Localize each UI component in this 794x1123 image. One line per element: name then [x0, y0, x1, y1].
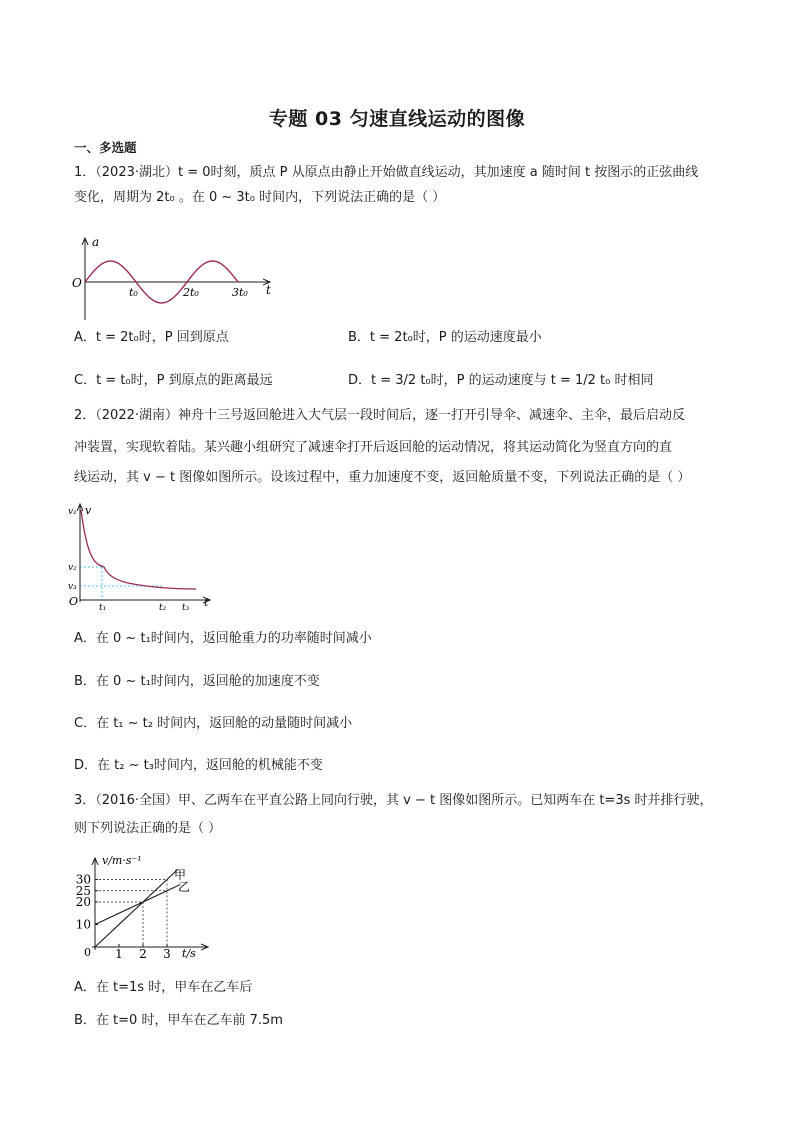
section-heading: 一、多选题: [74, 140, 137, 155]
q3-origin-label: 0: [84, 946, 91, 959]
q3-series-jia-line: [95, 869, 178, 947]
q1-option-d[interactable]: D．t = 3/2 t₀时，P 的运动速度与 t = 1/2 t₀ 时相同: [348, 373, 654, 388]
q1-axis-label-a: a: [92, 235, 100, 249]
q1-option-b[interactable]: B．t = 2t₀时，P 的运动速度最小: [348, 330, 542, 345]
q3-y-tick-label: 30: [75, 872, 91, 887]
q3-vt-figure: [70, 852, 220, 962]
q2-label-t3: t₃: [182, 603, 190, 612]
q3-stem-line2: 则下列说法正确的是（ ）: [74, 821, 222, 836]
q1-stem-line1: 1．（2023·湖北）t = 0时刻，质点 P 从原点由静止开始做直线运动，其加速度 a 随时间 t 按图示的正弦曲线: [74, 165, 699, 180]
q3-option-a[interactable]: A．在 t=1s 时，甲车在乙车后: [74, 980, 253, 995]
q3-x-tick-label: 3: [163, 947, 171, 961]
page-title: 专题 03 匀速直线运动的图像: [268, 108, 526, 130]
q2-axis-label-t: t: [204, 596, 209, 609]
q3-y-tick-label: 20: [75, 895, 91, 909]
q2-option-d[interactable]: D．在 t₂ ~ t₃时间内，返回舱的机械能不变: [74, 758, 323, 773]
q3-y-tick-label: 25: [75, 883, 91, 898]
q1-option-c[interactable]: C．t = t₀时，P 到原点的距离最远: [74, 373, 273, 388]
q1-sine-figure: [70, 232, 280, 327]
q3-stem-line1: 3．（2016·全国）甲、乙两车在平直公路上同向行驶，其 v − t 图像如图所示。已知两车在 t=3s 时并排行驶，: [74, 793, 713, 808]
q2-label-t2: t₂: [159, 603, 167, 612]
q3-series-label-yi: 乙: [178, 880, 191, 894]
q1-option-a[interactable]: A．t = 2t₀时，P 回到原点: [74, 330, 229, 345]
q2-axis-label-v: v: [85, 504, 92, 517]
q2-label-v2: v₂: [68, 563, 77, 573]
q1-tick-2t0: 2t₀: [183, 286, 199, 299]
q2-label-v3: v₃: [68, 582, 77, 592]
q2-stem-line2: 冲装置，实现软着陆。某兴趣小组研究了减速伞打开后返回舱的运动情况，将其运动简化为竖直方向的直: [74, 440, 673, 455]
q2-origin-label: O: [69, 595, 79, 608]
q1-origin-label: O: [72, 276, 82, 290]
q3-axis-label-v: v/m·s⁻¹: [102, 854, 142, 867]
q3-y-tick-label: 10: [75, 917, 91, 932]
q2-option-a[interactable]: A．在 0 ~ t₁时间内，返回舱重力的功率随时间减小: [74, 631, 372, 646]
q2-option-b[interactable]: B．在 0 ~ t₁时间内，返回舱的加速度不变: [74, 674, 320, 689]
q2-vt-curve: [81, 510, 196, 589]
q2-label-v1: v₁: [68, 507, 77, 517]
q3-plot-area: [76, 858, 208, 961]
q2-stem-line3: 线运动，其 v − t 图像如图所示。设该过程中，重力加速度不变，返回舱质量不变，下列说法正确的是（ ）: [74, 470, 691, 485]
q3-x-tick-label: 1: [115, 947, 123, 961]
q2-option-c[interactable]: C．在 t₁ ~ t₂ 时间内，返回舱的动量随时间减小: [74, 716, 353, 731]
q1-axis-label-t: t: [266, 283, 271, 297]
q3-x-tick-label: 2: [139, 947, 147, 961]
q1-stem-line2: 变化，周期为 2t₀ 。在 0 ~ 3t₀ 时间内，下列说法正确的是（ ）: [74, 190, 446, 205]
q2-vt-figure: [68, 500, 218, 612]
q1-tick-3t0: 3t₀: [232, 286, 248, 299]
q3-series-label-jia: 甲: [174, 868, 187, 882]
q3-option-b[interactable]: B．在 t=0 时，甲车在乙车前 7.5m: [74, 1013, 283, 1028]
q2-label-t1: t₁: [99, 603, 107, 612]
q3-axis-label-t: t/s: [182, 947, 196, 960]
q2-stem-line1: 2．（2022·湖南）神舟十三号返回舱进入大气层一段时间后，逐一打开引导伞、减速伞、主伞，最后启动反: [74, 408, 685, 423]
q1-tick-t0: t₀: [129, 286, 138, 299]
